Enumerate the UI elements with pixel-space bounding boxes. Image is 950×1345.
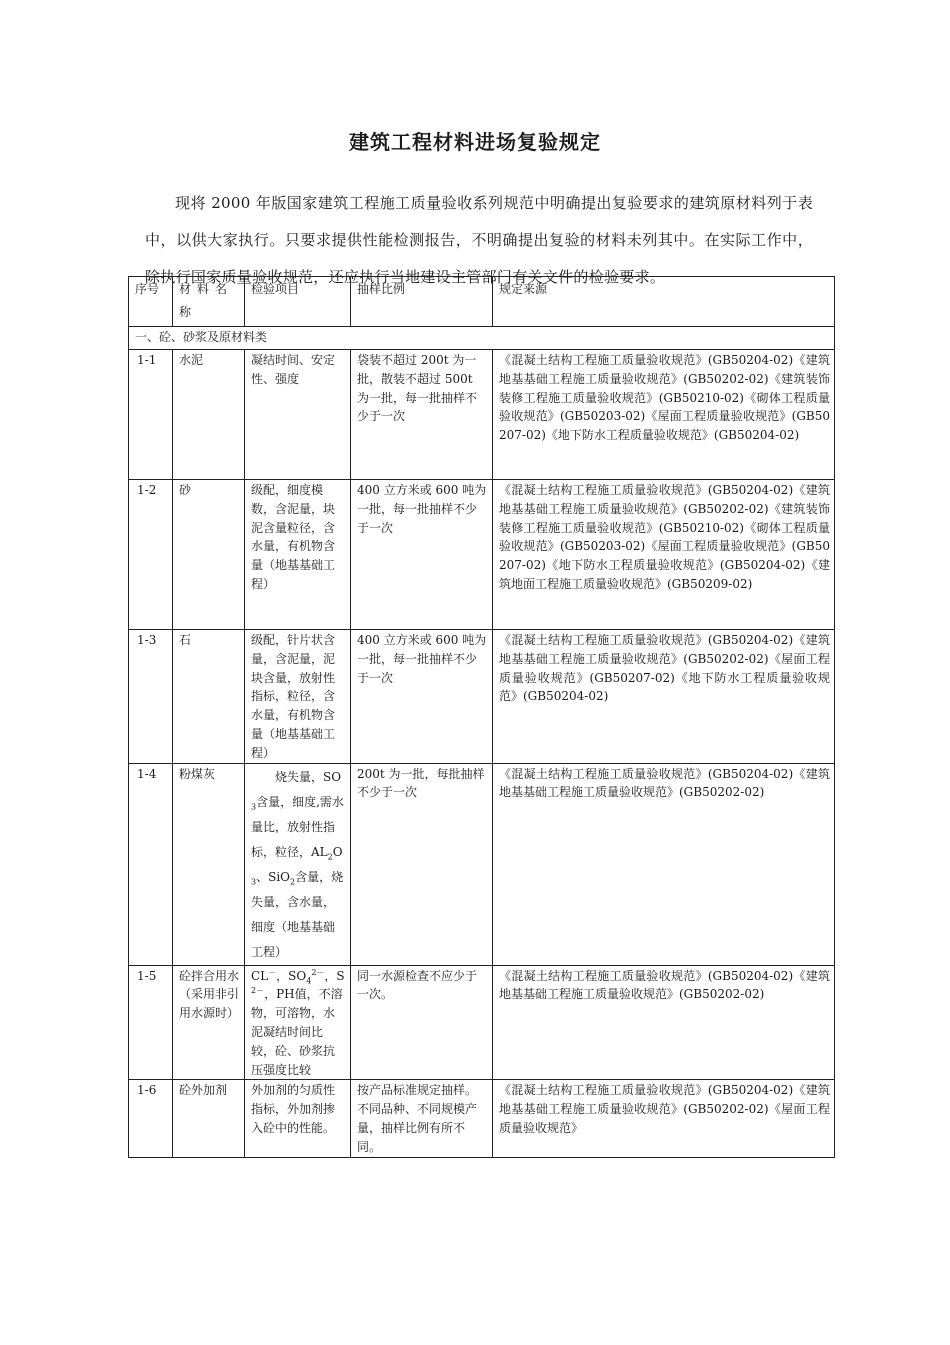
table-row	[129, 480, 835, 630]
row-items	[245, 763, 351, 965]
items-superscript: －	[268, 967, 277, 977]
category-label: 一、砼、砂浆及原材料类	[129, 327, 835, 350]
row-material: 石	[173, 630, 245, 764]
items-part: 含量，烧失量，含水量，细度（地基基础工程）	[251, 869, 344, 959]
items-part: ，S	[324, 968, 345, 983]
category-row	[129, 327, 835, 350]
items-subscript: 4	[306, 975, 312, 985]
table-header-row	[129, 277, 835, 327]
row-ratio: 400 立方米或 600 吨为一批，每一批抽样不少于一次	[351, 630, 493, 764]
row-material: 粉煤灰	[173, 763, 245, 965]
materials-table	[128, 276, 835, 1158]
row-material: 水泥	[173, 350, 245, 480]
row-ratio: 袋装不超过 200t 为一批，散装不超过 500t 为一批，每一批抽样不少于一次	[351, 350, 493, 480]
items-part: O	[332, 844, 343, 859]
row-items: 级配，细度模数，含泥量，块泥含量粒径，含水量，有机物含量（地基基础工程）	[245, 480, 351, 630]
items-part: 、SiO	[256, 869, 290, 884]
header-material: 材料名称	[173, 277, 245, 327]
row-items: 外加剂的匀质性指标，外加剂掺入砼中的性能。	[245, 1080, 351, 1157]
row-no: 1-5	[129, 965, 173, 1080]
row-no: 1-4	[129, 763, 173, 965]
row-source: 《混凝土结构工程施工质量验收规范》(GB50204-02)《建筑地基基础工程施工质量验收规范》(GB50202-02)	[493, 763, 835, 965]
row-no: 1-3	[129, 630, 173, 764]
items-part: SO	[323, 769, 342, 784]
items-subscript: 2	[290, 876, 296, 886]
items-part: 含量，细度,需水量比，放射性指标，粒径，	[251, 794, 344, 859]
row-source: 《混凝土结构工程施工质量验收规范》(GB50204-02)《建筑地基基础工程施工质量验收规范》(GB50202-02)	[493, 965, 835, 1080]
row-items	[245, 965, 351, 1080]
row-items: 凝结时间、安定性、强度	[245, 350, 351, 480]
items-part: 烧失量，	[275, 769, 324, 784]
items-superscript: 2－	[251, 986, 265, 996]
row-material: 砂	[173, 480, 245, 630]
table-row	[129, 350, 835, 480]
row-ratio: 按产品标准规定抽样。不同品种、不同规模产量，抽样比例有所不同。	[351, 1080, 493, 1157]
table-row	[129, 1080, 835, 1157]
row-material: 砼拌合用水（采用非引用水源时）	[173, 965, 245, 1080]
row-source: 《混凝土结构工程施工质量验收规范》(GB50204-02)《建筑地基基础工程施工质量验收规范》(GB50202-02)《屋面工程质量验收规范》	[493, 1080, 835, 1157]
row-items: 级配，针片状含量，含泥量，泥块含量，放射性指标，粒径，含水量，有机物含量（地基基础工程）	[245, 630, 351, 764]
row-source: 《混凝土结构工程施工质量验收规范》(GB50204-02)《建筑地基基础工程施工质量验收规范》(GB50202-02)《屋面工程质量验收规范》(GB50207-02)《地下防水工程质量验收规范》(GB50204-02)	[493, 630, 835, 764]
items-part: AL	[311, 844, 328, 859]
table-row	[129, 630, 835, 764]
row-ratio: 400 立方米或 600 吨为一批，每一批抽样不少于一次	[351, 480, 493, 630]
items-superscript: 2－	[311, 967, 325, 977]
items-subscript: 3	[251, 876, 257, 886]
row-ratio: 同一水源检查不应少于一次。	[351, 965, 493, 1080]
header-no: 序号	[129, 277, 173, 327]
row-no: 1-2	[129, 480, 173, 630]
items-part: ，PH值，不溶物，可溶物，水泥凝结时间比较，砼、砂浆抗压强度比较	[251, 987, 343, 1077]
row-source: 《混凝土结构工程施工质量验收规范》(GB50204-02)《建筑地基基础工程施工质量验收规范》(GB50202-02)《建筑装饰装修工程施工质量验收规范》(GB50210-02)《砌体工程质量验收规范》(GB50203-02)《屋面工程质量验收规范》(GB50207-02)《地下防水工程质量验收规范》(GB50204-02)	[493, 350, 835, 480]
page-title: 建筑工程材料进场复验规定	[349, 130, 601, 154]
intro-paragraph: 现将 2000 年版国家建筑工程施工质量验收系列规范中明确提出复验要求的建筑原材料列于表中，以供大家执行。只要求提供性能检测报告，不明确提出复验的材料未列其中。在实际工作中，除执行国家质量验收规范，还应执行当地建设主管部门有关文件的检验要求。	[145, 194, 813, 286]
header-items: 检验项目	[245, 277, 351, 327]
row-no: 1-1	[129, 350, 173, 480]
items-subscript: 3	[251, 801, 257, 811]
items-part: ，SO	[276, 968, 307, 983]
items-part: CL	[251, 968, 269, 983]
row-material: 砼外加剂	[173, 1080, 245, 1157]
items-subscript: 2	[327, 851, 333, 861]
header-ratio: 抽样比例	[351, 277, 493, 327]
header-source: 规定来源	[493, 277, 835, 327]
row-source: 《混凝土结构工程施工质量验收规范》(GB50204-02)《建筑地基基础工程施工质量验收规范》(GB50202-02)《建筑装饰装修工程施工质量验收规范》(GB50210-02)《砌体工程质量验收规范》(GB50203-02)《屋面工程质量验收规范》(GB50207-02)《地下防水工程质量验收规范》(GB50204-02)《建筑地面工程施工质量验收规范》(GB50209-02)	[493, 480, 835, 630]
table-row	[129, 965, 835, 1080]
row-no: 1-6	[129, 1080, 173, 1157]
row-ratio: 200t 为一批，每批抽样不少于一次	[351, 763, 493, 965]
table-row	[129, 763, 835, 965]
